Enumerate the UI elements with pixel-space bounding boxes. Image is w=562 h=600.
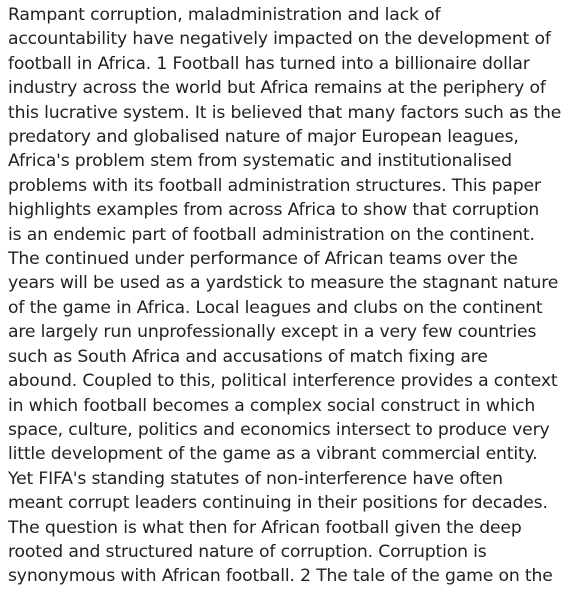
text-line: Yet FIFA's standing statutes of non-interference have often	[8, 468, 503, 489]
text-line: synonymous with African football. 2 The tale of the game on the	[8, 566, 553, 587]
text-line: predatory and globalised nature of major European leagues,	[8, 127, 519, 148]
text-line: such as South Africa and accusations of match fixing are	[8, 346, 488, 367]
text-line: is an endemic part of football administration on the continent.	[8, 224, 535, 245]
text-line: this lucrative system. It is believed that many factors such as the	[8, 102, 562, 123]
text-line: in which football becomes a complex social construct in which	[8, 395, 536, 416]
text-line: accountability have negatively impacted on the development of	[8, 29, 551, 50]
text-line: industry across the world but Africa remains at the periphery of	[8, 78, 546, 99]
text-line: Rampant corruption, maladministration and lack of	[8, 5, 441, 25]
text-line: Africa's problem stem from systematic and institutionalised	[8, 151, 512, 172]
text-line: space, culture, politics and economics intersect to produce very	[8, 419, 550, 440]
text-line: football in Africa. 1 Football has turned into a billionaire dollar	[8, 53, 530, 74]
text-line: are largely run unprofessionally except in a very few countries	[8, 322, 537, 343]
text-line: abound. Coupled to this, political interference provides a context	[8, 371, 558, 392]
document-body	[8, 3, 562, 589]
text-line: of the game in Africa. Local leagues and clubs on the continent	[8, 297, 543, 318]
text-line: meant corrupt leaders continuing in their positions for decades.	[8, 493, 548, 514]
text-line: The continued under performance of African teams over the	[8, 249, 518, 270]
text-line: little development of the game as a vibrant commercial entity.	[8, 444, 538, 465]
text-line: highlights examples from across Africa to show that corruption	[8, 200, 540, 221]
text-line: rooted and structured nature of corruption. Corruption is	[8, 541, 487, 562]
text-line: problems with its football administration structures. This paper	[8, 175, 541, 196]
text-line: The question is what then for African football given the deep	[8, 517, 522, 538]
text-line: years will be used as a yardstick to measure the stagnant nature	[8, 273, 559, 294]
